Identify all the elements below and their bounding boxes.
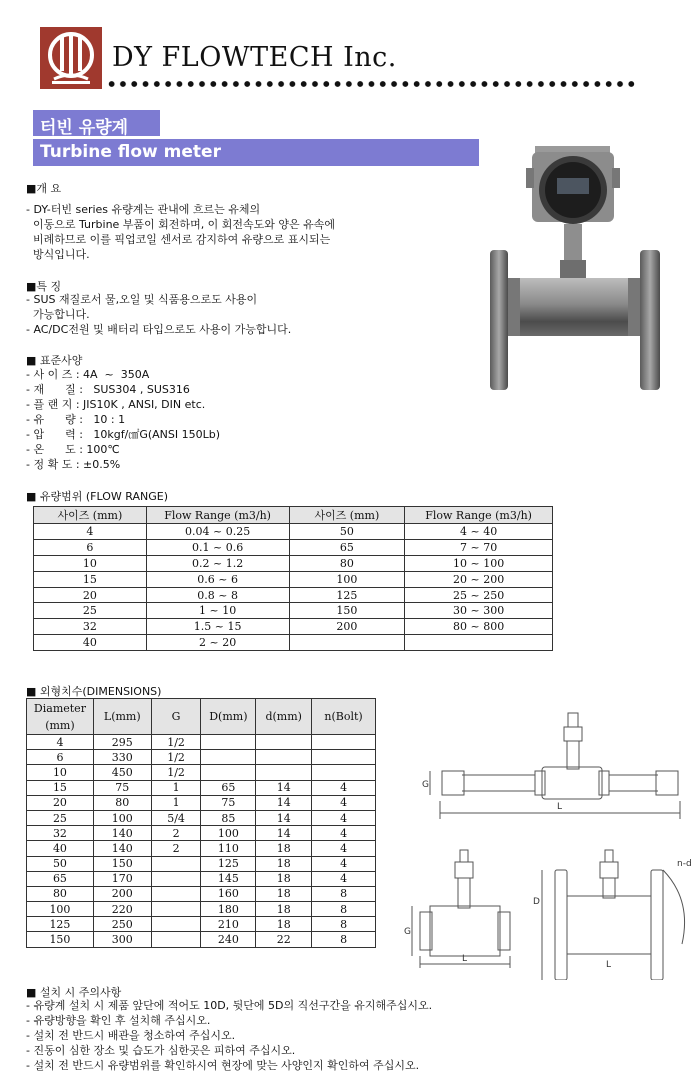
table-cell: 20 [27, 795, 94, 810]
table-cell: 18 [256, 886, 312, 901]
table-cell: 0.1 ~ 0.6 [146, 539, 289, 555]
column-header-diameter [27, 699, 94, 735]
table-row [27, 917, 376, 932]
title-korean: 터빈 유량계 [33, 110, 160, 136]
table-cell: 8 [312, 932, 376, 947]
table-cell: 8 [312, 886, 376, 901]
g-label: G [404, 927, 411, 937]
front-view-drawing [392, 840, 697, 980]
spec-pressure: - 압 력 : 10kgf/㎠G(ANSI 150Lb) [26, 428, 221, 441]
table-cell: 150 [93, 856, 151, 871]
table-cell: 18 [256, 841, 312, 856]
table-cell [256, 750, 312, 765]
company-logo [40, 27, 102, 89]
table-row [34, 619, 553, 635]
spec-temperature: - 온 도 : 100℃ [26, 443, 120, 456]
table-cell: 150 [27, 932, 94, 947]
table-cell [312, 765, 376, 780]
l-label: L [462, 954, 468, 964]
table-cell: 10 [34, 555, 147, 571]
features-line: - SUS 재질로서 물,오일 및 식품용으로도 사용이 [26, 293, 258, 306]
install-line: - 설치 전 반드시 배관을 청소하여 주십시오. [26, 1029, 236, 1042]
header-diameter-unit: (mm) [45, 718, 75, 732]
column-header: L(mm) [93, 699, 151, 735]
table-cell: 1 [151, 795, 201, 810]
spec-material: - 재 질 : SUS304 , SUS316 [26, 383, 190, 396]
table-cell: 6 [27, 750, 94, 765]
table-cell: 2 [151, 841, 201, 856]
table-cell: 50 [289, 524, 405, 540]
table-row [27, 856, 376, 871]
table-cell: 18 [256, 856, 312, 871]
table-cell: 15 [27, 780, 94, 795]
table-cell: 4 [27, 735, 94, 750]
table-cell: 80 [289, 555, 405, 571]
column-header: D(mm) [201, 699, 256, 735]
table-cell [289, 635, 405, 651]
table-cell: 15 [34, 571, 147, 587]
table-cell: 300 [93, 932, 151, 947]
install-heading: ■ 설치 시 주의사항 [26, 986, 122, 999]
table-cell: 2 [151, 826, 201, 841]
column-header: 사이즈 (mm) [289, 507, 405, 524]
table-cell: 240 [201, 932, 256, 947]
overview-line: 방식입니다. [26, 248, 90, 261]
table-row [34, 524, 553, 540]
table-cell: 18 [256, 871, 312, 886]
table-cell: 7 ~ 70 [405, 539, 553, 555]
table-cell: 0.2 ~ 1.2 [146, 555, 289, 571]
table-cell: 1/2 [151, 765, 201, 780]
overview-line: 비례하므로 이를 픽업코일 센서로 감지하여 유량으로 표시되는 [26, 233, 331, 246]
table-cell: 14 [256, 795, 312, 810]
spec-size: - 사 이 즈 : 4A ~ 350A [26, 368, 150, 381]
table-cell: 0.04 ~ 0.25 [146, 524, 289, 540]
table-cell: 25 ~ 250 [405, 587, 553, 603]
install-line: - 설치 전 반드시 유량범위를 확인하시여 현장에 맞는 사양인지 확인하여 주십시오. [26, 1059, 420, 1072]
features-line: 가능합니다. [26, 308, 90, 321]
table-cell: 4 [34, 524, 147, 540]
table-cell: 200 [93, 886, 151, 901]
table-row [27, 750, 376, 765]
table-cell [151, 932, 201, 947]
l-label: L [557, 802, 563, 812]
table-cell: 25 [27, 810, 94, 825]
table-cell: 14 [256, 780, 312, 795]
table-cell: 330 [93, 750, 151, 765]
column-header: 사이즈 (mm) [34, 507, 147, 524]
table-cell: 1/2 [151, 750, 201, 765]
table-cell: 80 [93, 795, 151, 810]
table-cell: 160 [201, 886, 256, 901]
spec-flange: - 플 랜 지 : JIS10K , ANSI, DIN etc. [26, 398, 206, 411]
table-cell: 110 [201, 841, 256, 856]
table-row [34, 635, 553, 651]
table-cell: 10 [27, 765, 94, 780]
table-cell: 125 [201, 856, 256, 871]
table-cell [312, 750, 376, 765]
table-cell: 1 ~ 10 [146, 603, 289, 619]
table-cell: 140 [93, 841, 151, 856]
overview-line: 이동으로 Turbine 부품이 회전하며, 이 회전속도와 양은 유속에 [26, 218, 336, 231]
table-cell: 125 [289, 587, 405, 603]
install-line: - 유량방향을 확인 후 설치해 주십시오. [26, 1014, 211, 1027]
table-cell: 450 [93, 765, 151, 780]
table-cell: 40 [27, 841, 94, 856]
install-line: - 진동이 심한 장소 및 습도가 심한곳은 피하여 주십시오. [26, 1044, 296, 1057]
table-cell [201, 735, 256, 750]
dotted-divider [106, 78, 636, 90]
table-cell: 85 [201, 810, 256, 825]
table-cell: 100 [289, 571, 405, 587]
dimensions-heading: ■ 외형치수(DIMENSIONS) [26, 685, 162, 698]
table-cell: 65 [201, 780, 256, 795]
table-cell: 14 [256, 826, 312, 841]
table-cell: 4 ~ 40 [405, 524, 553, 540]
table-cell: 32 [34, 619, 147, 635]
table-cell [151, 886, 201, 901]
header-diameter-label: Diameter [33, 701, 86, 715]
d-label: D [533, 897, 540, 907]
table-cell: 125 [27, 917, 94, 932]
table-header-row [34, 507, 553, 524]
table-cell [256, 765, 312, 780]
table-cell: 140 [93, 826, 151, 841]
flow-range-table [33, 506, 553, 651]
table-cell [151, 917, 201, 932]
table-cell: 100 [93, 810, 151, 825]
table-cell: 80 [27, 886, 94, 901]
column-header: n(Bolt) [312, 699, 376, 735]
table-cell: 100 [201, 826, 256, 841]
table-row [27, 932, 376, 947]
table-cell: 4 [312, 795, 376, 810]
table-row [27, 826, 376, 841]
specs-heading: ■ 표준사양 [26, 354, 83, 367]
features-heading: ■특 징 [26, 280, 62, 293]
table-cell: 40 [34, 635, 147, 651]
table-cell: 32 [27, 826, 94, 841]
overview-heading: ■개 요 [26, 182, 62, 195]
table-cell: 25 [34, 603, 147, 619]
table-cell: 180 [201, 902, 256, 917]
table-cell: 220 [93, 902, 151, 917]
table-header-row [27, 699, 376, 735]
table-cell: 1.5 ~ 15 [146, 619, 289, 635]
dimensions-table [26, 698, 376, 948]
features-line: - AC/DC전원 및 배터리 타입으로도 사용이 가능합니다. [26, 323, 292, 336]
table-cell [312, 735, 376, 750]
table-row [27, 810, 376, 825]
table-cell [201, 750, 256, 765]
table-cell: 2 ~ 20 [146, 635, 289, 651]
table-cell: 20 ~ 200 [405, 571, 553, 587]
table-cell: 8 [312, 902, 376, 917]
table-cell: 14 [256, 810, 312, 825]
column-header: G [151, 699, 201, 735]
table-cell [256, 735, 312, 750]
table-cell: 22 [256, 932, 312, 947]
column-header: Flow Range (m3/h) [405, 507, 553, 524]
table-cell: 30 ~ 300 [405, 603, 553, 619]
install-line: - 유량계 설치 시 제품 앞단에 적어도 10D, 뒷단에 5D의 직선구간을 유지해주십시오. [26, 999, 433, 1012]
table-cell: 65 [289, 539, 405, 555]
table-cell: 18 [256, 902, 312, 917]
table-cell: 100 [27, 902, 94, 917]
table-row [27, 765, 376, 780]
nd-label: n-d [677, 859, 692, 869]
table-cell: 1/2 [151, 735, 201, 750]
table-row [34, 555, 553, 571]
table-row [34, 587, 553, 603]
flow-range-heading: ■ 유량범위 (FLOW RANGE) [26, 490, 168, 503]
table-cell: 295 [93, 735, 151, 750]
table-cell: 8 [312, 917, 376, 932]
table-cell: 1 [151, 780, 201, 795]
column-header: d(mm) [256, 699, 312, 735]
table-cell: 75 [201, 795, 256, 810]
table-cell: 170 [93, 871, 151, 886]
table-row [27, 871, 376, 886]
logo-emblem-icon [40, 27, 102, 89]
column-header: Flow Range (m3/h) [146, 507, 289, 524]
company-name: DY FLOWTECH Inc. [112, 42, 397, 73]
table-cell: 5/4 [151, 810, 201, 825]
product-photo [490, 138, 665, 398]
table-row [27, 886, 376, 901]
table-row [27, 735, 376, 750]
table-row [27, 902, 376, 917]
g-label: G [422, 780, 429, 790]
table-cell: 18 [256, 917, 312, 932]
table-cell: 6 [34, 539, 147, 555]
table-cell: 75 [93, 780, 151, 795]
table-cell: 65 [27, 871, 94, 886]
spec-flow-ratio: - 유 량 : 10 : 1 [26, 413, 126, 426]
table-cell: 4 [312, 780, 376, 795]
table-cell: 4 [312, 810, 376, 825]
table-cell: 0.6 ~ 6 [146, 571, 289, 587]
table-cell [201, 765, 256, 780]
table-cell: 0.8 ~ 8 [146, 587, 289, 603]
table-cell: 250 [93, 917, 151, 932]
table-cell: 20 [34, 587, 147, 603]
table-cell [151, 856, 201, 871]
table-cell: 10 ~ 100 [405, 555, 553, 571]
table-cell [405, 635, 553, 651]
spec-accuracy: - 정 확 도 : ±0.5% [26, 458, 121, 471]
table-cell: 145 [201, 871, 256, 886]
table-cell: 4 [312, 841, 376, 856]
l-label: L [606, 960, 612, 970]
table-cell [151, 902, 201, 917]
table-row [27, 780, 376, 795]
table-cell: 50 [27, 856, 94, 871]
table-cell: 4 [312, 826, 376, 841]
table-cell: 210 [201, 917, 256, 932]
table-row [34, 539, 553, 555]
table-cell: 4 [312, 856, 376, 871]
table-cell: 4 [312, 871, 376, 886]
table-row [27, 841, 376, 856]
table-cell: 80 ~ 800 [405, 619, 553, 635]
table-cell [151, 871, 201, 886]
table-cell: 200 [289, 619, 405, 635]
table-row [27, 795, 376, 810]
title-english: Turbine flow meter [33, 139, 479, 166]
table-row [34, 571, 553, 587]
side-view-drawing [392, 695, 697, 830]
table-cell: 150 [289, 603, 405, 619]
overview-line: - DY-터빈 series 유량계는 관내에 흐르는 유체의 [26, 203, 261, 216]
table-row [34, 603, 553, 619]
